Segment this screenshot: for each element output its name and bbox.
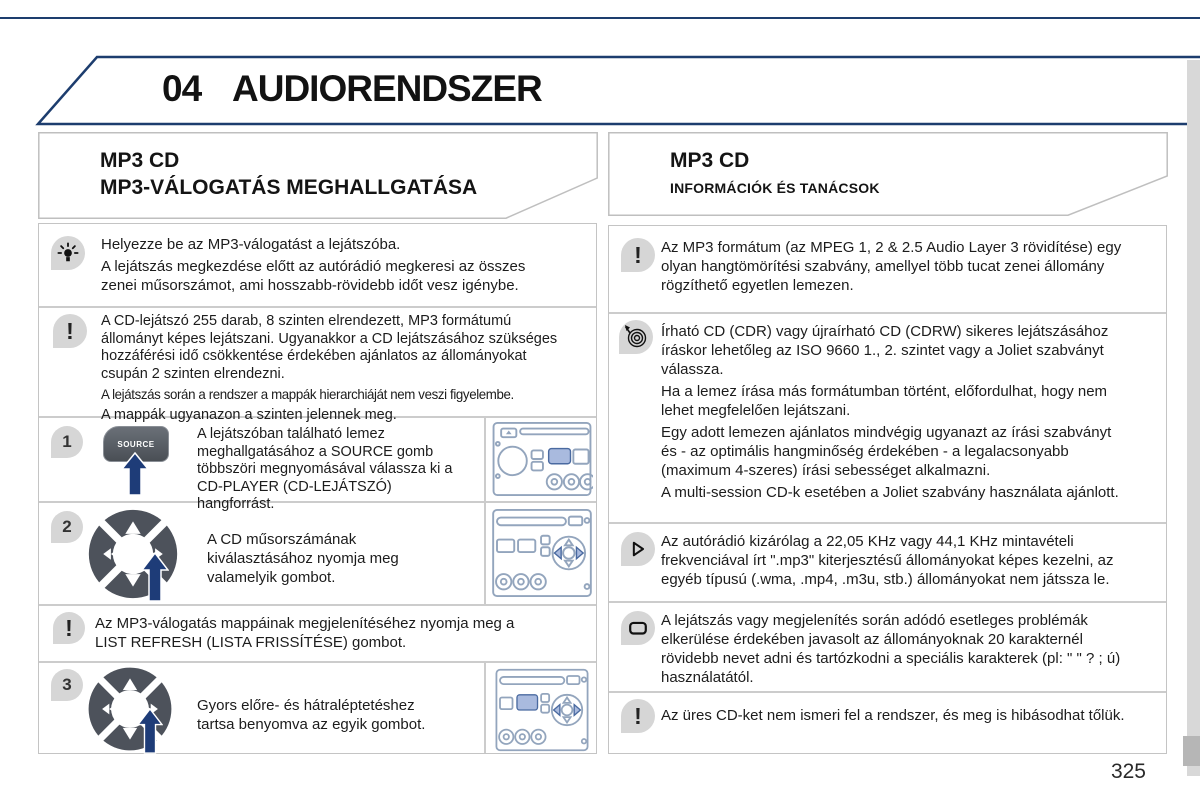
play-icon [621,532,655,566]
step-number: 1 [62,432,72,451]
separator [609,522,1166,524]
top-rule [0,17,1200,19]
paragraph: A lejátszás során a rendszer a mappák hierarchiáját nem veszi figyelembe. [101,386,514,402]
play-glyph [628,539,648,559]
tip-text [101,235,556,298]
radio-fascia-illustration-list [491,668,593,752]
paragraph: Írható CD (CDR) vagy újraírható CD (CDRW) sikeres lejátszásához íráskor lehetőleg az ISO 9660 1., 2. szintet vagy a Joliet szabványt válassza. [661,323,1109,378]
page-title: AUDIORENDSZER [232,68,542,109]
display-icon [621,611,655,645]
radio-fascia-illustration-source [491,421,593,497]
note-text [661,322,1131,505]
paragraph: Ha a lemez írása más formátumban történt, előfordulhat, hogy nem lehet megfelelően lejátszani. [661,383,1108,419]
step-2-text [207,530,407,590]
chapter-edge-tab [1183,736,1200,766]
paragraph: A lejátszás vagy megjelenítés során adódó esetleges problémák elkerülése érdekében javasolt az állományoknak 20 karakternél rövidebb nevet adni és tartózkodni a speciális karakterek (pl: " " ? ; ú) használatától. [661,612,1121,686]
separator [609,691,1166,693]
paragraph: A mappák ugyanazon a szinten jelennek meg. [101,406,397,423]
right-heading-box [608,132,1168,216]
left-content-box [38,223,597,754]
page-edge-strip [1187,60,1200,776]
paragraph: A CD műsorszámának kiválasztásához nyomja meg valamelyik gombot. [207,531,399,586]
separator [484,416,486,604]
step-1-text [197,426,459,517]
separator [39,604,596,606]
highlighted-list-refresh-button [517,695,538,710]
right-content-box [608,225,1167,754]
step-number: 2 [62,517,72,536]
paragraph: A CD-lejátszó 255 darab, 8 szinten elrendezett, MP3 formátumú állományt képes lejátszani. Ugyanakkor a CD lejátszásához szükséges hozzáférési idő csökkentése érdekében ajánlatos az állományokat csupán 2 szinten elrendezni. [101,313,558,382]
paragraph: A multi-session CD-k esetében a Joliet szabvány használata ajánlott. [661,484,1119,501]
paragraph: Az MP3-válogatás mappáinak megjelenítéséhez nyomja meg a LIST REFRESH (LISTA FRISSÍTÉSE) gombot. [95,615,515,651]
warning-icon: ! [621,238,655,272]
separator [609,312,1166,314]
left-heading-line2: MP3-VÁLOGATÁS MEGHALLGATÁSA [100,176,478,199]
note-text [661,611,1131,690]
paragraph: Az autórádió kizárólag a 22,05 KHz vagy 44,1 KHz mintavételi frekvenciával írt ".mp3" kiterjesztésű állományokat képes kezelni, az egyéb típusú (.wma, .mp4, .m3u, stb.) állományokat nem játssza le. [661,533,1114,588]
step-3-text [197,696,437,737]
highlighted-dpad-buttons [554,547,583,558]
highlighted-source-button [549,449,571,464]
direction-pad-graphic [85,506,181,602]
note-text [661,706,1131,728]
note-text [101,313,561,427]
note-text [661,532,1131,592]
left-heading-box [38,132,598,219]
step-1-badge [51,426,83,458]
right-heading-line1: MP3 CD [670,149,750,172]
bulb-icon [51,236,85,270]
radio-fascia-illustration-dpad [491,508,593,598]
warning-icon: ! [53,314,87,348]
note-text [95,614,525,655]
separator [39,661,596,663]
paragraph: Az üres CD-ket nem ismeri fel a rendszer, és meg is hibásodhat tőlük. [661,707,1125,724]
display-glyph [627,617,649,639]
separator [609,601,1166,603]
highlighted-dpad-buttons [554,705,581,716]
step-2-badge [51,511,83,543]
warning-icon: ! [53,612,85,644]
page-number: 325 [1110,760,1146,783]
separator [39,306,596,308]
paragraph: A lejátszóban található lemez meghallgatásához a SOURCE gomb többszöri megnyomásával válassza ki a CD-PLAYER (CD-LEJÁTSZÓ) hangforrást. [197,426,453,512]
chapter-number: 04 [162,68,202,109]
paragraph: A lejátszás megkezdése előtt az autórádió megkeresi az összes zenei műsorszámot, ami hosszabb-rövidebb időt vesz igénybe. [101,258,526,294]
cd-glyph [624,325,648,349]
source-button-label: SOURCE [117,439,155,449]
cd-disc-icon [619,320,653,354]
direction-pad-graphic [85,664,175,754]
separator [484,661,486,753]
paragraph: Gyors előre- és hátraléptetéshez tartsa benyomva az egyik gombot. [197,697,426,733]
note-text [661,238,1131,298]
left-heading-line1: MP3 CD [100,149,180,172]
paragraph: Helyezze be az MP3-válogatást a lejátszóba. [101,236,401,253]
source-button-graphic [103,424,173,498]
paragraph: Az MP3 formátum (az MPEG 1, 2 & 2.5 Audio Layer 3 rövidítése) egy olyan hangtömörítési szabvány, amellyel több tucat zenei állomány rögzíthető egyetlen lemezen. [661,239,1122,294]
press-arrow-icon [141,552,169,602]
right-heading-line2: INFORMÁCIÓK ÉS TANÁCSOK [670,180,880,196]
step-number: 3 [62,675,72,694]
press-arrow-icon [121,452,149,496]
paragraph: Egy adott lemezen ajánlatos mindvégig ugyanazt az írási szabványt és - az optimális hangminőség érdekében - a legalacsonyabb (maximum 4-szeres) írási sebességet alkalmazni. [661,424,1112,479]
bulb-glyph [57,242,79,264]
warning-icon: ! [621,699,655,733]
press-arrow-icon [137,708,163,754]
step-3-badge [51,669,83,701]
